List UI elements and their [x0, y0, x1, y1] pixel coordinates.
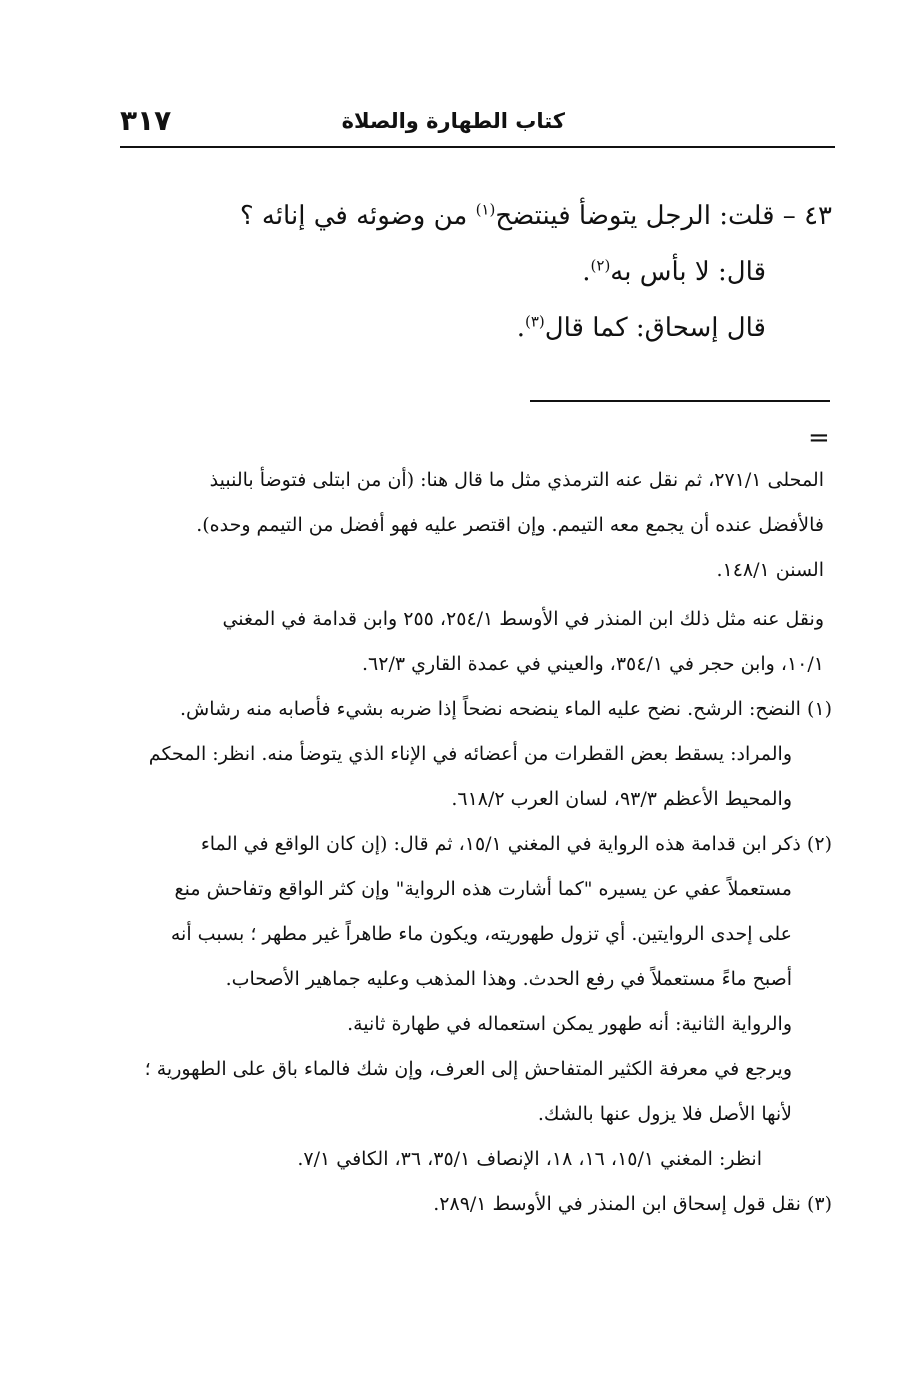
answer-text: قال: لا بأس به — [610, 257, 766, 287]
footnote-continuation-mark: = — [808, 423, 830, 453]
footnote-line: ونقل عنه مثل ذلك ابن المنذر في الأوسط ٢٥٤/١، ٢٥٥ وابن قدامة في المغني — [222, 608, 824, 630]
footnote-2-line: على إحدى الروايتين. أي تزول طهوريته، ويكون ماء طاهراً غير مطهر ؛ بسبب أنه — [170, 923, 792, 945]
footnote-2-line: والرواية الثانية: أنه طهور يمكن استعماله في طهارة ثانية. — [347, 1013, 792, 1035]
footnote-2-line: مستعملاً عفي عن يسيره "كما أشارت هذه الرواية" وإن كثر الواقع وتفاحش منع — [174, 878, 792, 900]
main-text — [112, 188, 832, 356]
footnote-line: المحلى ٢٧١/١، ثم نقل عنه الترمذي مثل ما قال هنا: (أن من ابتلى فتوضأ بالنبيذ — [209, 469, 824, 491]
page-header — [120, 104, 835, 138]
header-rule — [120, 146, 835, 148]
footnote-2-line: أصبح ماءً مستعملاً في رفع الحدث. وهذا المذهب وعليه جماهير الأصحاب. — [225, 968, 792, 990]
question-dash: – — [782, 201, 796, 231]
ishaq-end: . — [516, 313, 525, 343]
question-number: ٤٣ — [804, 201, 832, 231]
note-marker-2: (٢) — [590, 256, 611, 275]
note-marker-1: (١) — [475, 200, 496, 219]
footnote-1-line: والمحيط الأعظم ٩٣/٣، لسان العرب ٦١٨/٢. — [451, 788, 792, 810]
ishaq-text: قال إسحاق: كما قال — [544, 313, 766, 343]
footnote-3-line: (٣) نقل قول إسحاق ابن المنذر في الأوسط ٢٨٩/١. — [433, 1193, 832, 1215]
note-marker-3: (٣) — [524, 312, 545, 331]
footnote-2-line: (٢) ذكر ابن قدامة هذه الرواية في المغني ١٥/١، ثم قال: (إن كان الواقع في الماء — [200, 833, 832, 855]
question-text: قلت: الرجل يتوضأ فينتضح — [495, 201, 775, 231]
running-title: كتاب الطهارة والصلاة — [341, 109, 565, 133]
footnote-2-reference-line: انظر: المغني ١٥/١، ١٦، ١٨، الإنصاف ٣٥/١، ٣٦، الكافي ٧/١. — [297, 1148, 762, 1170]
question-text-end: من وضوئه في إنائه ؟ — [239, 201, 468, 231]
ishaq-line — [112, 300, 832, 356]
answer-line — [112, 244, 832, 300]
footnote-line: السنن ١٤٨/١. — [716, 559, 824, 581]
footnote-1-line: والمراد: يسقط بعض القطرات من أعضائه في الإناء الذي يتوضأ منه. انظر: المحكم — [148, 743, 792, 765]
footnotes — [112, 458, 832, 1227]
page-number: ٣١٧ — [120, 104, 172, 137]
footnote-2-line: ويرجع في معرفة الكثير المتفاحش إلى العرف، وإن شك فالماء باق على الطهورية ؛ — [144, 1058, 792, 1080]
footnote-line: ١٠/١، وابن حجر في ٣٥٤/١، والعيني في عمدة القاري ٦٢/٣. — [362, 653, 824, 675]
footnote-2-line: لأنها الأصل فلا يزول عنها بالشك. — [537, 1103, 792, 1125]
answer-end: . — [582, 257, 591, 287]
footnote-line: فالأفضل عنده أن يجمع معه التيمم. وإن اقتصر عليه فهو أفضل من التيمم وحده). — [196, 514, 824, 536]
footnote-1-line: (١) النضح: الرشح. نضح عليه الماء ينضحه نضحاً إذا ضربه بشيء فأصابه منه رشاش. — [179, 698, 832, 720]
footnote-separator — [530, 400, 830, 402]
question-line — [112, 188, 832, 244]
